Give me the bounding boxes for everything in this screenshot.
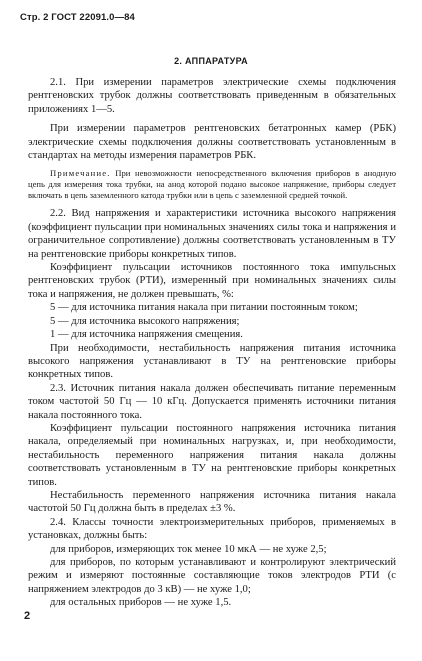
- list-item-filament: 5 — для источника питания накала при питании постоянным током;: [50, 302, 358, 314]
- paragraph-ripple: Коэффициент пульсации источников постоянного тока импульсных рентгеновских трубок (РТИ), измеренный при номинальных значениях силы тока и напряжения, не должен превышать, %:: [28, 262, 396, 300]
- list-item-low-current: для приборов, измеряющих ток менее 10 мкА — не хуже 2,5;: [50, 543, 327, 555]
- note-label: Примечание.: [50, 168, 111, 179]
- document-body: [28, 76, 396, 610]
- list-item-high-voltage: 5 — для источника высокого напряжения;: [50, 315, 240, 327]
- list-item-other: для остальных приборов — не хуже 1,5.: [50, 597, 232, 609]
- paragraph-filament-instability: Нестабильность переменного напряжения источника питания накала частотой 50 Гц должна быть в пределах ±3 %.: [28, 489, 396, 515]
- paragraph-2-2: 2.2. Вид напряжения и характеристики источника высокого напряжения (коэффициент пульсации при номинальных значениях силы тока и напряжения и ограничительное сопротивление) должны соответствовать установленным в ТУ на рентгеновские приборы конкретных типов.: [28, 208, 396, 260]
- paragraph-2-4: 2.4. Классы точности электроизмерительных приборов, применяемых в установках, должны быть:: [28, 516, 396, 542]
- page-number: 2: [24, 610, 31, 622]
- section-title: 2. АППАРАТУРА: [174, 56, 248, 66]
- list-item-bias: 1 — для источника напряжения смещения.: [50, 329, 243, 341]
- page-header: Стр. 2 ГОСТ 22091.0—84: [20, 12, 135, 23]
- paragraph-2-1: 2.1. При измерении параметров электрические схемы подключения рентгеновских трубок должны соответствовать приведенным в обязательных приложениях 1—5.: [28, 77, 396, 115]
- list-item-control: для приборов, по которым устанавливают и контролируют электрический режим и измеряют постоянные составляющие токов электродов РТИ (с напряжением электродов до 3 кВ) — не хуже 1,0;: [28, 557, 396, 595]
- paragraph-rbk: При измерении параметров рентгеновских бетатронных камер (РБК) электрические схемы подключения должны соответствовать установленным в стандартах на методы измерения параметров РБК.: [28, 123, 396, 162]
- paragraph-instability: При необходимости, нестабильность напряжения питания источника высокого напряжения устанавливают в ТУ на рентгеновские приборы конкретных типов.: [28, 342, 396, 381]
- paragraph-2-3: 2.3. Источник питания накала должен обеспечивать питание переменным током частотой 50 Гц — 10 кГц. Допускается применять источники питания накала постоянного тока.: [28, 382, 396, 421]
- note-paragraph: [28, 168, 396, 201]
- paragraph-filament-ripple: Коэффициент пульсации постоянного напряжения источника питания накала, определяемый при номинальных нагрузках, и, при необходимости, нестабильность переменного напряжения питания накала должны соответствовать установленным в ТУ на рентгеновские приборы конкретных типов.: [28, 422, 396, 488]
- note-text: При невозможности непосредственного включения приборов в анодную цепь для измерения тока трубки, на анод которой подано высокое напряжение, приборы следует включать в цепь заземленного катода трубки или в цепь с заземленной средней точкой.: [28, 168, 396, 201]
